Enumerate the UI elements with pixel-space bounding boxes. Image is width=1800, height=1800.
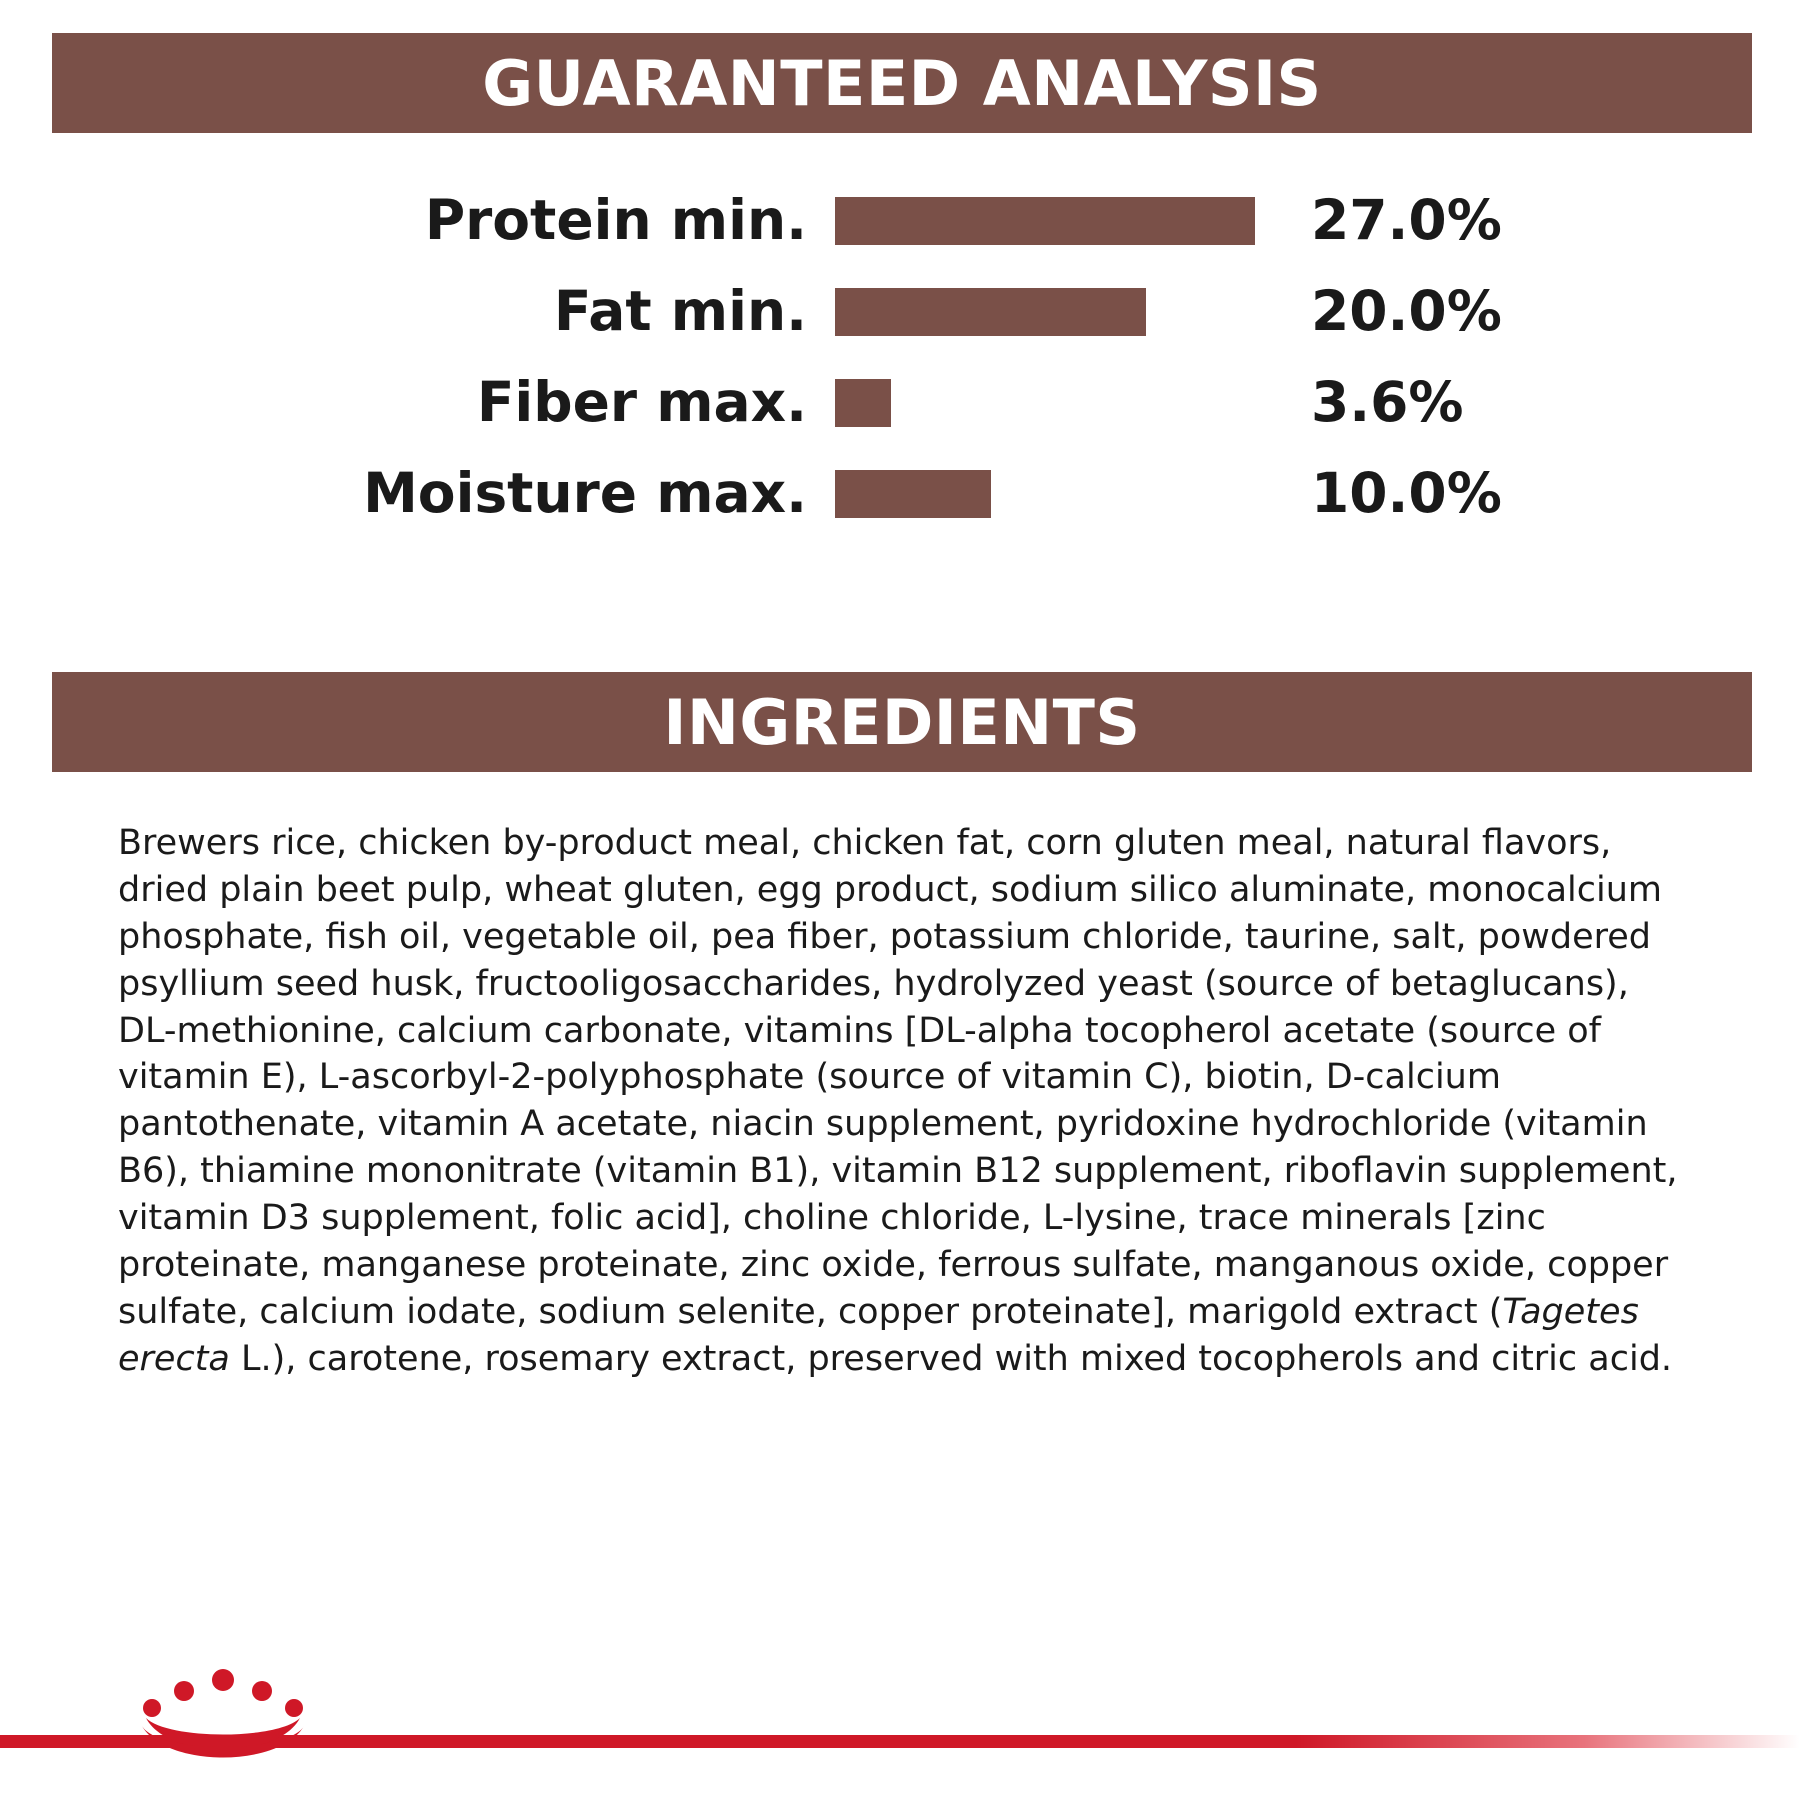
royal-canin-crown-icon [128,1668,318,1764]
nutrient-bar [835,379,891,427]
table-row [52,357,1752,448]
table-row [52,266,1752,357]
nutrient-value: 20.0% [1311,279,1502,343]
nutrient-bar-track [835,197,1285,245]
nutrient-label: Fat min. [553,279,807,343]
ingredients-botanical-name: Tagetes erecta [118,1291,1639,1379]
nutrient-label: Fiber max. [476,370,807,434]
ingredients-paragraph [118,820,1688,1383]
nutrient-bar [835,470,991,518]
ingredients-text-part-2: L.), carotene, rosemary extract, preserved with mixed tocopherols and citric acid. [229,1338,1673,1379]
nutrient-label: Moisture max. [363,461,807,525]
nutrient-bar-track [835,288,1285,336]
nutrient-bar [835,288,1146,336]
nutrient-value: 10.0% [1311,461,1502,525]
nutrient-value: 3.6% [1311,370,1464,434]
table-row [52,175,1752,266]
table-row [52,448,1752,539]
nutrient-bar-track [835,379,1285,427]
nutrient-bar [835,197,1255,245]
ingredients-header: INGREDIENTS [52,672,1752,772]
brand-footer [0,1670,1800,1800]
guaranteed-analysis-list [52,175,1752,539]
guaranteed-analysis-header: GUARANTEED ANALYSIS [52,33,1752,133]
nutrient-label: Protein min. [424,188,807,252]
nutrient-value: 27.0% [1311,188,1502,252]
nutrient-bar-track [835,470,1285,518]
ingredients-text-part-1: Brewers rice, chicken by-product meal, chicken fat, corn gluten meal, natural flavors, dried plain beet pulp, wheat gluten, egg product, sodium silico aluminate, monocalcium phosphate, fish oil, vegetable oil, pea fiber, potassium chloride, taurine, salt, powdered psyllium seed husk, fructooligosaccharides, hydrolyzed yeast (source of betaglucans), DL-methionine, calcium carbonate, vitamins [DL-alpha tocopherol acetate (source of vitamin E), L-ascorbyl-2-polyphosphate (source of vitamin C), biotin, D-calcium pantothenate, vitamin A acetate, niacin supplement, pyridoxine hydrochloride (vitamin B6), thiamine mononitrate (vitamin B1), vitamin B12 supplement, riboflavin supplement, vitamin D3 supplement, folic acid], choline chloride, L-lysine, trace minerals [zinc proteinate, manganese proteinate, zinc oxide, ferrous sulfate, manganous oxide, copper sulfate, calcium iodate, sodium selenite, copper proteinate], marigold extract ( [118,823,1678,1332]
